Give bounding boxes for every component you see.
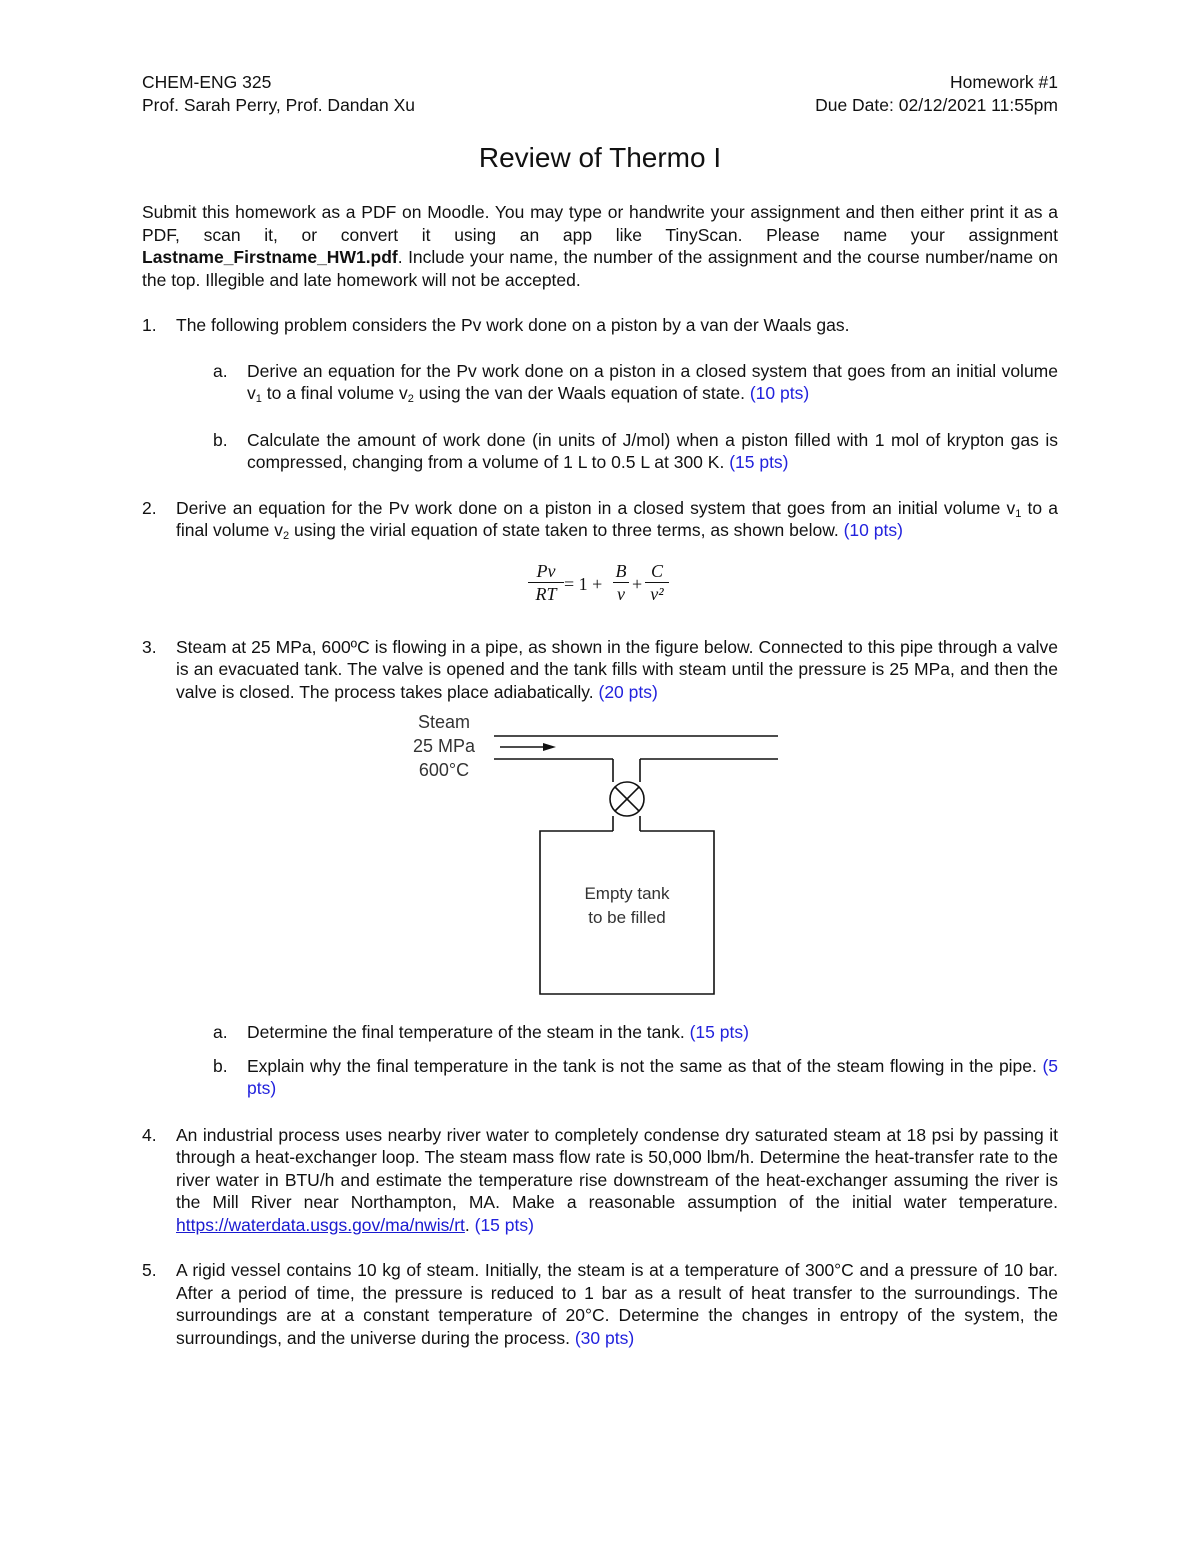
flow-arrow-head [543, 743, 556, 751]
lhs-fraction [528, 560, 564, 606]
subquestion-text: Explain why the final temperature in the tank is not the same as that of the steam flowing in the pipe. [247, 1055, 1043, 1076]
question-text: Derive an equation for the Pv work done on a piston in a closed system that goes from an initial volume v [176, 497, 1016, 518]
numerator-pv: Pv [536, 560, 556, 581]
question-text: A rigid vessel contains 10 kg of steam. Initially, the steam is at a temperature of 300°C and a pressure of 10 bar. After a period of time, the pressure is reduced to 1 bar as a result of heat transfer to the surroundings. The surroundings are at a constant temperature of 20°C. Determine the changes in entropy of the system, the surroundings, and the universe during the process. [176, 1260, 1058, 1348]
question-1b [142, 429, 1058, 474]
denominator-v: v [613, 582, 629, 606]
subquestion-label: b. [213, 1055, 228, 1076]
points-label: (30 pts) [574, 1327, 635, 1348]
subquestion-text: Derive an equation for the Pv work done on a piston in a closed system that goes from an initial volume v [247, 360, 1058, 403]
question-number: 2. [142, 497, 157, 518]
homework-number: Homework #1 [950, 72, 1058, 92]
points-label: (5 pts) [247, 1055, 1058, 1098]
tank-label [542, 882, 712, 930]
subquestion-label: b. [213, 429, 228, 450]
header-right [815, 71, 1058, 117]
subquestion-label: a. [213, 360, 228, 381]
question-3b [142, 1055, 1058, 1100]
points-label: (20 pts) [598, 681, 658, 702]
steam-tank-figure [142, 713, 1058, 1013]
steam-label: Steam [417, 712, 471, 732]
denominator-rt: RT [528, 582, 564, 606]
subquestion-text-3: using the van der Waals equation of state. [413, 383, 750, 403]
header-left [142, 71, 415, 117]
instructions-paragraph [142, 201, 1058, 291]
course-code: CHEM-ENG 325 [142, 72, 272, 92]
pressure-label: 25 MPa [412, 736, 476, 756]
question-text-2: to a final volume v [176, 497, 1058, 540]
document-body [142, 201, 1058, 1349]
virial-equation [142, 560, 1058, 620]
subquestion-text: Calculate the amount of work done (in units of J/mol) when a piston filled with 1 mol of krypton gas is compressed, changing from a volume of 1 L to 0.5 L at 300 K. [247, 429, 1058, 472]
due-date: Due Date: 02/12/2021 11:55pm [815, 95, 1058, 115]
points-label: (15 pts) [474, 1214, 534, 1235]
question-text-3: using the virial equation of state taken to three terms, as shown below. [289, 520, 844, 540]
temperature-label: 600°C [418, 760, 470, 780]
question-number: 5. [142, 1260, 157, 1280]
question-text: An industrial process uses nearby river water to completely condense dry saturated steam at 18 psi by passing it through a heat-exchanger loop. The steam mass flow rate is 50,000 lbm/h. Determine the heat-transfer rate to the river water in BTU/h and estimate the temperature rise downstream of the heat-exchanger assuming the river is the Mill River near Northampton, MA. Make a reasonable assumption of the initial water temperature. [176, 1124, 1058, 1212]
numerator-c: C [650, 560, 663, 581]
intro-text-end: . Include your name, the number of the assignment and the course number/name on the top. Illegible and late homework will not be accepted. [142, 247, 1058, 290]
question-3a [142, 1021, 1058, 1044]
points-label: (15 pts) [689, 1022, 749, 1042]
intro-text: Submit this homework as a PDF on Moodle. You may type or handwrite your assignment and then either print it as a PDF, scan it, or convert it using an app like TinyScan. Please name your assignment [142, 202, 1058, 245]
denominator-v-squared: v² [645, 582, 669, 606]
subquestion-text: Determine the final temperature of the steam in the tank. [247, 1022, 690, 1042]
plus-sign: + [632, 573, 643, 594]
usgs-water-data-link[interactable]: https://waterdata.usgs.gov/ma/nwis/rt [176, 1214, 465, 1235]
question-number: 4. [142, 1124, 157, 1145]
filename-format: Lastname_Firstname_HW1.pdf [142, 247, 398, 267]
question-1a: a. Derive an equation for the Pv work done on a piston in a closed system that goes from an initial volume $v_1$ to a final volume $v_2$ using the van der Waals equation of state. (10 pts) [213, 360, 1058, 405]
tank-label-line-1: Empty tank [584, 884, 670, 903]
question-number: 1. [142, 315, 157, 335]
punctuation: . [464, 1214, 475, 1235]
equals-one: = 1 + [564, 573, 603, 594]
points-label: (10 pts) [749, 383, 810, 403]
question-text: Steam at 25 MPa, 600ºC is flowing in a pipe, as shown in the figure below. Connected to this pipe through a valve is an evacuated tank. The valve is opened and the tank fills with steam until the pressure is 25 MPa, and then the valve is closed. The process takes place adiabatically. [176, 636, 1058, 702]
subquestion-text-2: to a final volume v [261, 383, 408, 403]
question-1 [142, 314, 1058, 337]
numerator-b: B [615, 560, 627, 581]
question-3 [142, 636, 1058, 704]
c-fraction [645, 560, 669, 606]
page-title: Review of Thermo I [478, 142, 722, 173]
steam-condition-label [396, 710, 492, 782]
question-2: 2. Derive an equation for the Pv work done on a piston in a closed system that goes from an initial volume $v_1$ to a final volume $v_2$ using the virial equation of state taken to three terms, as shown below. (10 pts) [142, 497, 1058, 542]
question-4 [142, 1124, 1058, 1237]
points-label: (10 pts) [843, 520, 903, 540]
question-text: The following problem considers the Pv work done on a piston by a van der Waals gas. [176, 315, 850, 335]
points-label: (15 pts) [729, 452, 789, 472]
question-number: 3. [142, 636, 157, 657]
professors: Prof. Sarah Perry, Prof. Dandan Xu [142, 95, 416, 115]
tank-label-line-2: to be filled [588, 908, 666, 927]
subquestion-label: a. [213, 1022, 228, 1042]
steam-tank-diagram [142, 713, 1058, 1013]
b-fraction [613, 560, 629, 606]
question-5 [142, 1259, 1058, 1349]
